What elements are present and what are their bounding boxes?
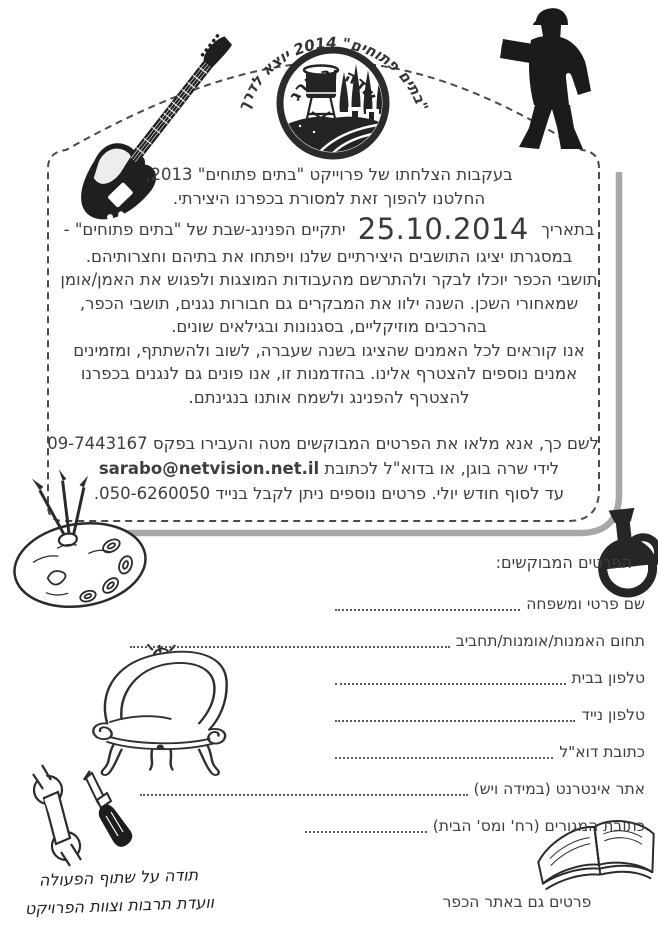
- fill-in-dotted-line: [305, 831, 427, 833]
- body-line: אנו קוראים לכל האמנים שהציגו בשנה שעברה, לשוב ולהשתתף, ומזמינים: [73, 340, 585, 360]
- form-field-label: כתובת המגורים (רח' ומס' הבית): [432, 817, 645, 835]
- body-line: אמנים נוספים להצטרף אלינו. בהזדמנות זו, אנו פונים גם לנגנים בכפרנו: [80, 364, 578, 383]
- village-name-arc-text: שדה ורבורג: [284, 63, 381, 104]
- date-suffix: יתקיים הפנינג-שבת של "בתים פתוחים" -: [63, 220, 346, 239]
- intro-line-2: החלטנו להפוך זאת למסורת בכפרנו היצירתי.: [172, 188, 486, 208]
- fill-in-dotted-line: [140, 794, 468, 796]
- body-line: שמאחורי השכן. השנה ילוו את המבקרים גם חבורות נגנים, תושבי הכפר,: [79, 293, 579, 313]
- form-row-email: [335, 741, 645, 763]
- form-field-label: שם פרטי ומשפחה: [526, 595, 645, 613]
- body-line: תושבי הכפר יוכלו לבקר ולהתרשם מהעבודות המוצגות ולפגוש את האמן/אומן: [60, 270, 598, 289]
- form-field-label: טלפון בבית: [571, 669, 645, 687]
- jug-icon: [597, 506, 658, 595]
- form-row-name: [335, 593, 645, 615]
- contact-block: [47, 431, 599, 506]
- thanks-line-2: וועדת תרבות וצוות הפרויקט: [24, 892, 215, 919]
- body-line: במסגרתו יציגו התושבים היצירתיים שלנו ויפתחו את בתיהם וחצרותיהם.: [85, 246, 573, 266]
- date-prefix: בתאריך: [541, 220, 595, 239]
- contact-phone-line: עד לסוף חודש יולי. פרטים נוספים ניתן לקבל בנייד 050-6260050.: [93, 484, 565, 503]
- intro-line-1: בעקבות הצלחתו של פרוייקט "בתים פתוחים" 2013,: [145, 165, 513, 184]
- fill-in-dotted-line: [130, 646, 450, 648]
- village-emblem: [276, 50, 396, 158]
- form-title: הפרטים המבוקשים:: [495, 553, 632, 572]
- email-address: sarabo@netvision.net.il: [98, 459, 320, 478]
- form-field-label: אתר אינטרנט (במידה ויש): [473, 780, 645, 798]
- form-field-label: תחום האמנות/אומנות/תחביב: [455, 632, 645, 650]
- fill-in-dotted-line: [335, 720, 575, 722]
- form-field-label: כתובת דוא"ל: [559, 743, 645, 761]
- worker-silhouette-icon: [500, 8, 591, 149]
- form-row-address: [305, 815, 645, 837]
- form-row-mobile-phone: [335, 704, 645, 726]
- form-field-label: טלפון נייד: [581, 706, 645, 724]
- fill-in-dotted-line: [335, 757, 553, 759]
- thanks-note: [13, 860, 225, 923]
- thanks-line-1: תודה על שתוף הפעולה: [38, 865, 199, 890]
- invitation-text: [47, 163, 599, 506]
- contact-fax-line: לשם כך, אנא מלאו את הפרטים המבוקשים מטה והעבירו בפקס 09-7443167: [47, 434, 599, 453]
- armchair-icon: [93, 645, 226, 775]
- form-row-website: [140, 778, 645, 800]
- form-row-art-field: [130, 630, 645, 652]
- fill-in-dotted-line: [335, 609, 520, 611]
- contact-email-line: לידי שרה בוגן, או בדוא"ל לכתובת sarabo@netvision.net.il: [98, 459, 560, 478]
- event-date-line: [59, 212, 599, 246]
- body-line: בהרכבים מוזיקליים, בסגנונות ובגילאים שונים.: [171, 317, 487, 336]
- screwdriver-icon: [84, 771, 132, 847]
- body-line: להצטרף להפנינג ולשמח אותנו בנגינתם.: [188, 387, 470, 407]
- fill-in-dotted-line: [335, 683, 566, 685]
- village-site-note: פרטים גם באתר הכפר: [442, 893, 592, 911]
- event-date: 25.10.2014: [357, 212, 529, 246]
- slogan-arc-text: "בתים פתוחים" 2014 יוצא לדרך: [234, 33, 432, 114]
- wrench-icon: [33, 765, 81, 867]
- form-row-home-phone: [335, 667, 645, 689]
- tools-icon: [33, 765, 132, 867]
